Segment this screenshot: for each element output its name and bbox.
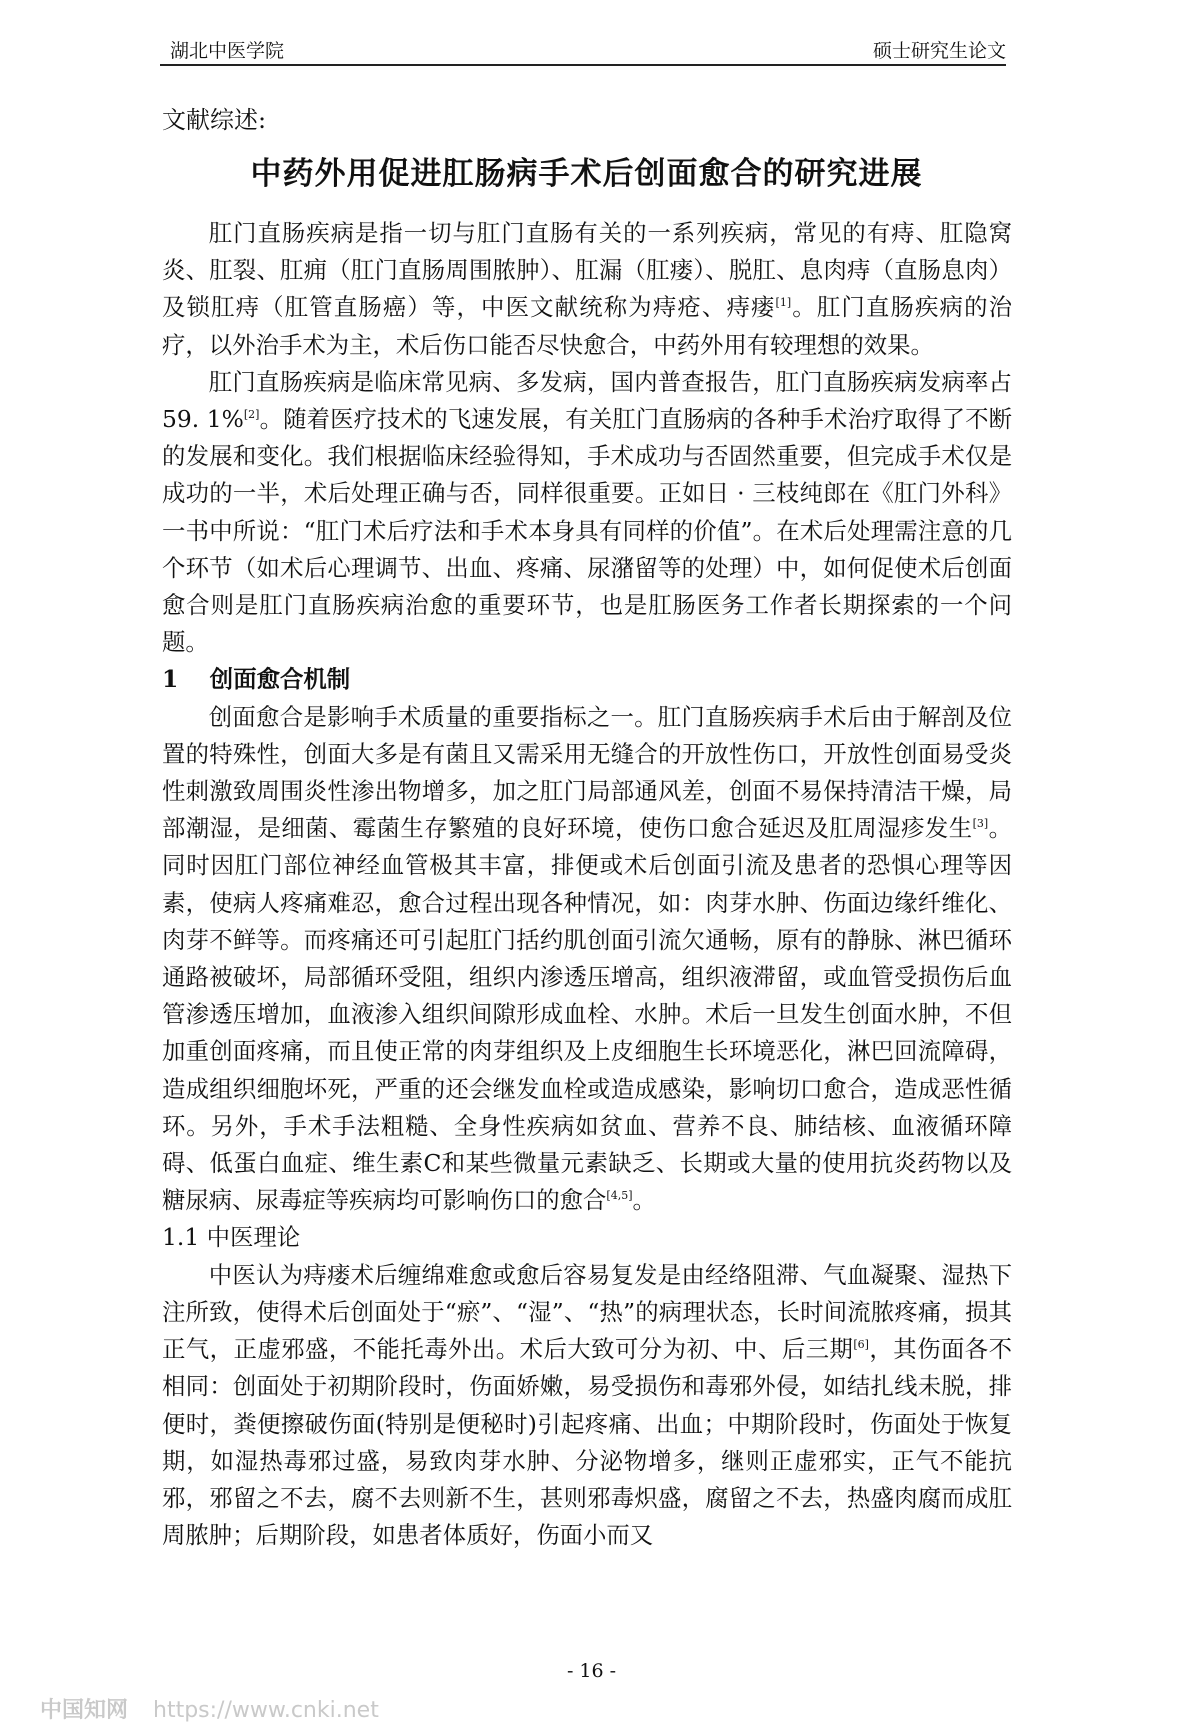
watermark-brand: 中国知网 xyxy=(40,1698,129,1723)
watermark-url: https://www.cnki.net xyxy=(153,1698,379,1723)
section-heading-1: 1 创面愈合机制 xyxy=(162,665,351,694)
citation: [6] xyxy=(853,1338,869,1352)
paragraph-intro: 肛门直肠疾病是指一切与肛门直肠有关的一系列疾病，常见的有痔、肛隐窝炎、肛裂、肛痈（肛门直肠周围脓肿）、肛漏（肛瘘）、脱肛、息肉痔（直肠息肉）及锁肛痔（肛管直肠癌）等，中医文献统称为痔疮、痔瘘[1]。肛门直肠疾病的治疗，以外治手术为主，术后伤口能否尽快愈合，中药外用有较理想的效果。 xyxy=(162,219,1013,359)
citation: [3] xyxy=(972,817,989,831)
body-text xyxy=(162,215,1012,1554)
section-label: 文献综述: xyxy=(162,106,267,134)
paper-title: 中药外用促进肛肠病手术后创面愈合的研究进展 xyxy=(250,156,923,192)
paragraph-background: 肛门直肠疾病是临床常见病、多发病，国内普查报告，肛门直肠疾病发病率占59. 1%[2]。随着医疗技术的飞速发展，有关肛门直肠病的各种手术治疗取得了不断的发展和变化。我们根据临床经验得知，手术成功与否固然重要，但完成手术仅是成功的一半，术后处理正确与否，同样很重要。正如日 · 三枝纯郎在《肛门外科》一书中所说：“肛门术后疗法和手术本身具有同样的价值”。在术后处理需注意的几个环节（如术后心理调节、出血、疼痛、尿潴留等的处理）中，如何促使术后创面愈合则是肛门直肠疾病治愈的重要环节，也是肛肠医务工作者长期探索的一个问题。 xyxy=(162,367,1012,657)
paragraph-mechanism: 创面愈合是影响手术质量的重要指标之一。肛门直肠疾病手术后由于解剖及位置的特殊性，创面大多是有菌且又需采用无缝合的开放性伤口，开放性创面易受炎性刺激致周围炎性渗出物增多，加之肛门局部通风差，创面不易保持清洁干燥，局部潮湿，是细菌、霉菌生存繁殖的良好环境，使伤口愈合延迟及肛周湿疹发生[3]。同时因肛门部位神经血管极其丰富，排便或术后创面引流及患者的恐惧心理等因素，使病人疼痛难忍，愈合过程出现各种情况，如：肉芽水肿、伤面边缘纤维化、肉芽不鲜等。而疼痛还可引起肛门括约肌创面引流欠通畅，原有的静脉、淋巴循环通路被破坏，局部循环受阻，组织内渗透压增高，组织液滞留，或血管受损伤后血管渗透压增加，血液渗入组织间隙形成血栓、水肿。术后一旦发生创面水肿，不但加重创面疼痛，而且使正常的肉芽组织及上皮细胞生长环境恶化，淋巴回流障碍，造成组织细胞坏死，严重的还会继发血栓或造成感染，影响切口愈合，造成恶性循环。另外，手术手法粗糙、全身性疾病如贫血、营养不良、肺结核、血液循环障碍、低蛋白血症、维生素C和某些微量元素缺乏、长期或大量的使用抗炎药物以及糖尿病、尿毒症等疾病均可影响伤口的愈合[4,5]。 xyxy=(162,702,1012,1215)
watermark xyxy=(40,1693,379,1724)
citation: [2] xyxy=(243,408,260,422)
section-heading-1-1: 1.1 中医理论 xyxy=(162,1223,301,1252)
header-institution: 湖北中医学院 xyxy=(170,40,285,62)
page-number: - 16 - xyxy=(566,1660,617,1682)
running-header xyxy=(160,30,1006,66)
paragraph-tcm-theory: 中医认为痔瘘术后缠绵难愈或愈后容易复发是由经络阻滞、气血凝聚、湿热下注所致，使得术后创面处于“瘀”、“湿”、“热”的病理状态，长时间流脓疼痛，损其正气，正虚邪盛，不能托毒外出。术后大致可分为初、中、后三期[6]，其伤面各不相同：创面处于初期阶段时，伤面娇嫩，易受损伤和毒邪外侵，如结扎线未脱，排便时，粪便擦破伤面(特别是便秘时)引起疼痛、出血；中期阶段时，伤面处于恢复期，如湿热毒邪过盛，易致肉芽水肿、分泌物增多，继则正虚邪实，正气不能抗邪，邪留之不去，腐不去则新不生，甚则邪毒炽盛，腐留之不去，热盛肉腐而成肛周脓肿；后期阶段，如患者体质好，伤面小而又 xyxy=(162,1260,1013,1550)
citation: [1] xyxy=(775,296,792,310)
header-thesis-type: 硕士研究生论文 xyxy=(872,40,1006,62)
citation: [4,5] xyxy=(606,1189,633,1203)
